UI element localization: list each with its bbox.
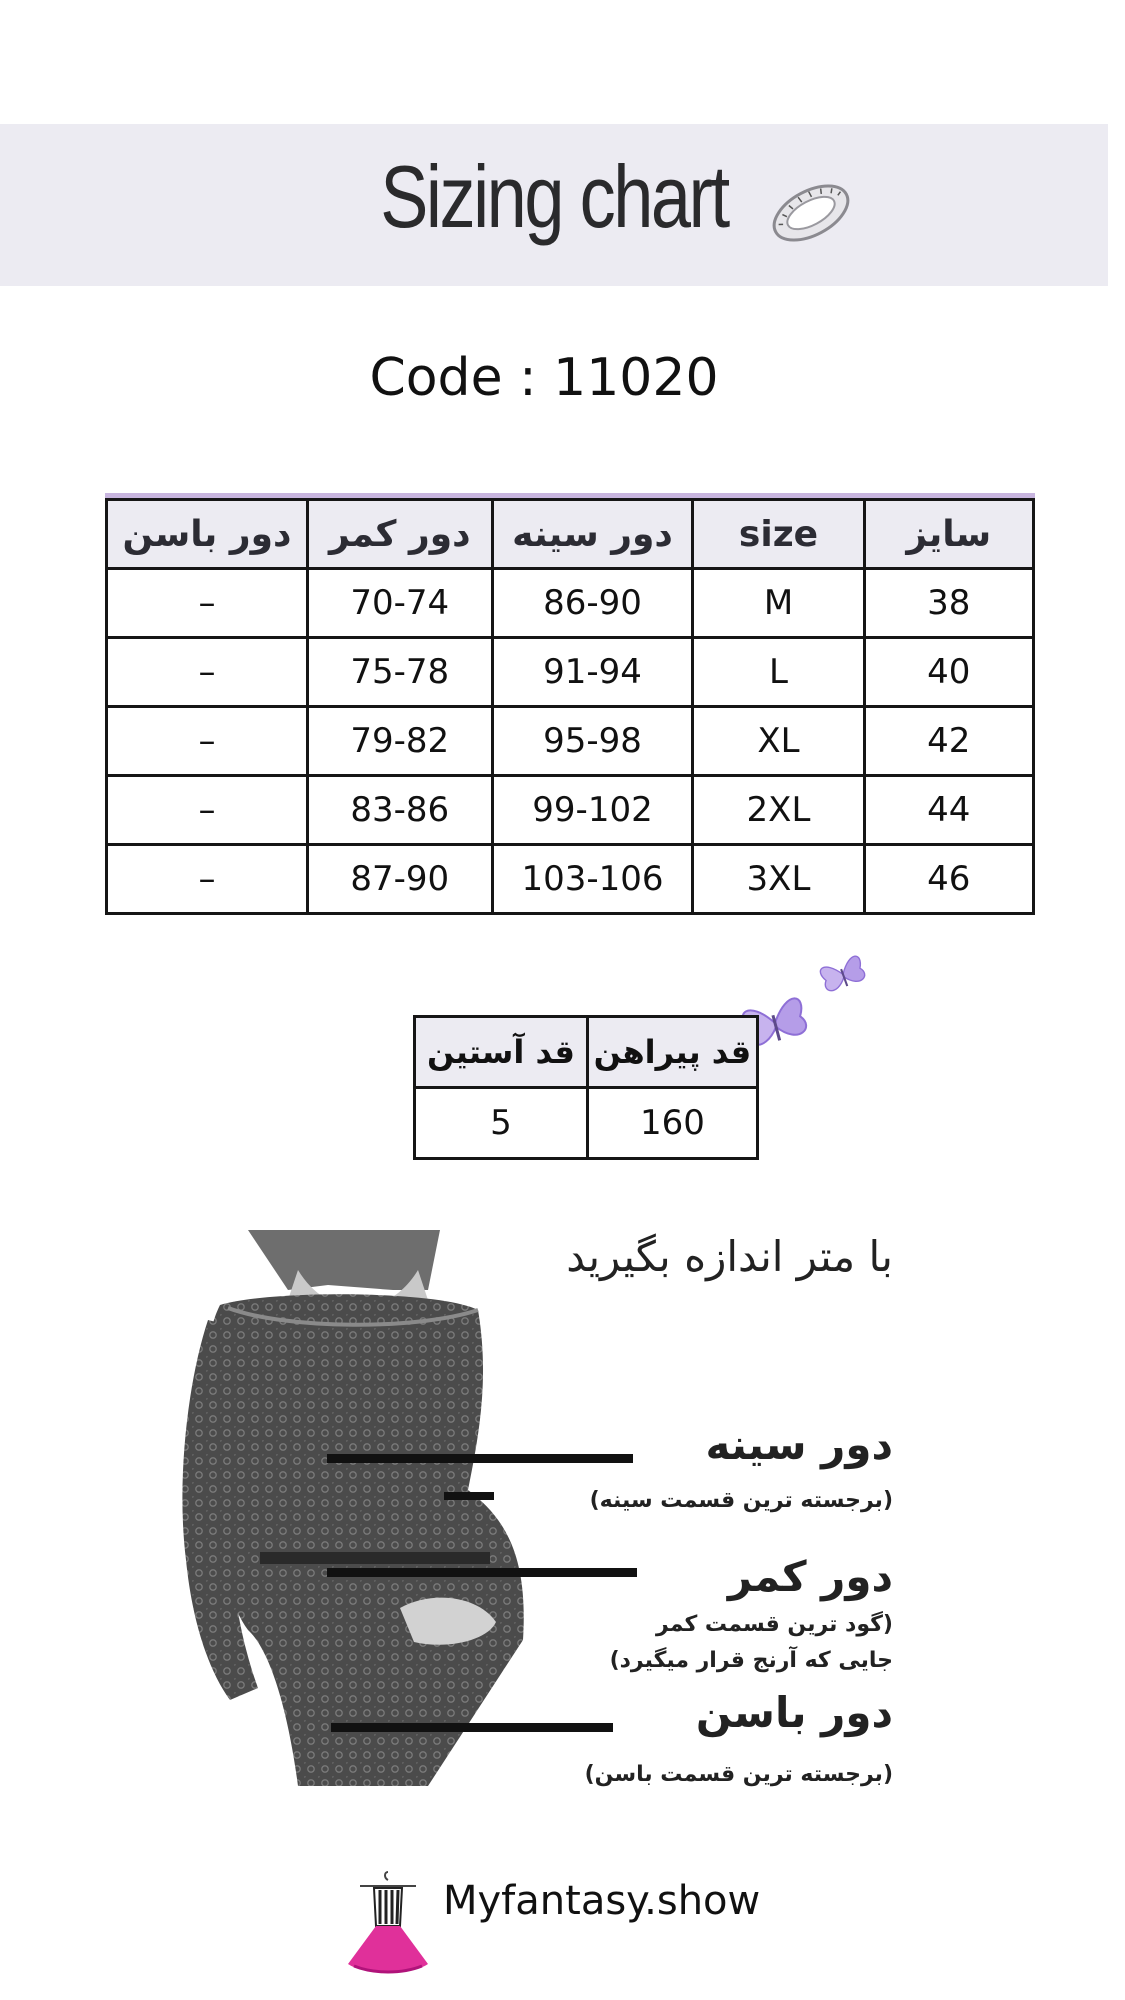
bust-note: (برجسته ترین قسمت سینه): [589, 1488, 893, 1513]
cell-hip: –: [107, 569, 308, 638]
cell-size: 3XL: [693, 845, 864, 914]
cell-size-fa: 42: [864, 707, 1033, 776]
cell-sleeve-length: 5: [415, 1088, 588, 1159]
butterfly-icon: [815, 948, 871, 1000]
size-table-header-row: [107, 500, 1034, 569]
cell-hip: –: [107, 776, 308, 845]
measuring-tape-icon: [763, 168, 859, 258]
hip-note: (برجسته ترین قسمت باسن): [584, 1762, 893, 1787]
cell-bust: 103-106: [492, 845, 693, 914]
cell-size: L: [693, 638, 864, 707]
cell-size: M: [693, 569, 864, 638]
col-hip: دور باسن: [107, 500, 308, 569]
waist-label: دور کمر: [727, 1552, 893, 1601]
bust-guide-line: [327, 1454, 633, 1463]
table-row: [107, 638, 1034, 707]
cell-size-fa: 44: [864, 776, 1033, 845]
cell-bust: 91-94: [492, 638, 693, 707]
cell-waist: 87-90: [307, 845, 492, 914]
brand-name: Myfantasy.show: [443, 1878, 761, 1924]
cell-hip: –: [107, 707, 308, 776]
col-dress-length: قد پیراهن: [587, 1017, 757, 1088]
cell-size-fa: 38: [864, 569, 1033, 638]
cell-size-fa: 40: [864, 638, 1033, 707]
bust-label: دور سینه: [705, 1420, 893, 1469]
table-row: [107, 845, 1034, 914]
col-size-fa: سایز: [864, 500, 1033, 569]
measure-guide-title: با متر اندازه بگیرید: [566, 1232, 893, 1281]
cell-waist: 79-82: [307, 707, 492, 776]
col-sleeve-length: قد آستین: [415, 1017, 588, 1088]
bust-guide-tick: [444, 1492, 494, 1500]
cell-size-fa: 46: [864, 845, 1033, 914]
size-table: [105, 498, 1035, 915]
page-title: Sizing chart: [380, 147, 728, 246]
cell-size: 2XL: [693, 776, 864, 845]
cell-dress-length: 160: [587, 1088, 757, 1159]
hip-label: دور باسن: [695, 1688, 893, 1737]
table-row: [415, 1088, 758, 1159]
cell-waist: 70-74: [307, 569, 492, 638]
header-banner: [0, 124, 1108, 286]
waist-guide-line: [327, 1568, 637, 1577]
cell-hip: –: [107, 845, 308, 914]
table-row: [107, 569, 1034, 638]
dress-logo-icon: [340, 1868, 436, 1978]
hip-guide-line: [331, 1723, 613, 1732]
cell-size: XL: [693, 707, 864, 776]
cell-bust: 86-90: [492, 569, 693, 638]
table-row: [107, 776, 1034, 845]
cell-bust: 95-98: [492, 707, 693, 776]
col-bust: دور سینه: [492, 500, 693, 569]
cell-waist: 83-86: [307, 776, 492, 845]
waist-note-2: جایی که آرنج قرار میگیرد): [609, 1648, 893, 1673]
waist-note-1: (گود ترین قسمت کمر: [656, 1612, 893, 1637]
col-waist: دور کمر: [307, 500, 492, 569]
table-row: [107, 707, 1034, 776]
product-code: Code : 11020: [369, 348, 719, 408]
length-table-header-row: [415, 1017, 758, 1088]
model-figure-image: [178, 1230, 538, 1786]
col-size: size: [693, 500, 864, 569]
cell-hip: –: [107, 638, 308, 707]
cell-waist: 75-78: [307, 638, 492, 707]
cell-bust: 99-102: [492, 776, 693, 845]
length-table: [413, 1015, 759, 1160]
